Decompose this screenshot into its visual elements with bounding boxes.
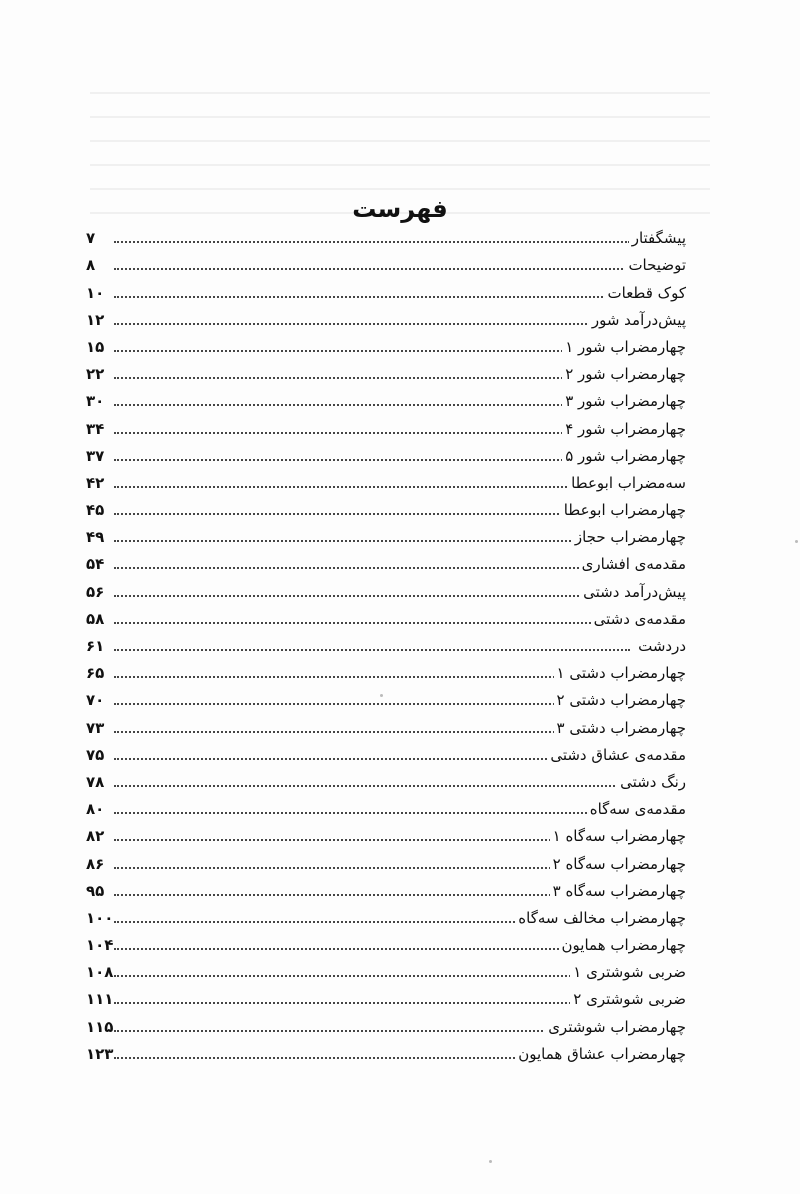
toc-entry-title: چهارمضراب شوشتری (545, 1018, 686, 1036)
toc-entry-title: پیش‌درآمد شور (589, 311, 686, 329)
toc-entry-title: ضربی شوشتری ۱ (570, 963, 686, 981)
dot-leader (114, 459, 630, 461)
dot-leader (114, 241, 630, 243)
toc-entry (86, 849, 686, 876)
dot-leader (114, 486, 630, 488)
dot-leader (114, 975, 630, 977)
dot-leader (114, 296, 630, 298)
page-title: فهرست (352, 195, 448, 224)
dot-leader (114, 948, 630, 950)
toc-entry-title: مقدمه‌ی عشاق دشتی (547, 746, 686, 764)
dot-leader (114, 812, 630, 814)
toc-entry-title: چهارمضراب همایون (559, 936, 686, 954)
toc-page-number: ۸۶ (86, 854, 105, 873)
toc-entry-title: چهارمضراب دشتی ۱ (554, 664, 686, 682)
toc-page-number: ۲۲ (86, 365, 105, 384)
toc-entry (86, 659, 686, 686)
paper-speck (795, 540, 798, 543)
toc-page-number: ۱۵ (86, 337, 105, 356)
toc-entry (86, 985, 686, 1012)
toc-entry-title: چهارمضراب دشتی ۳ (554, 719, 686, 737)
toc-entry (86, 278, 686, 305)
dot-leader (114, 595, 630, 597)
toc-page-number: ۵۴ (86, 555, 105, 574)
toc-entry-title: چهارمضراب سه‌گاه ۳ (550, 882, 686, 900)
toc-entry-title: مقدمه‌ی دشتی (591, 610, 686, 628)
toc-page-number: ۷۳ (86, 718, 105, 737)
toc-entry-title: چهارمضراب شور ۵ (562, 447, 686, 465)
toc-entry (86, 306, 686, 333)
toc-page-number: ۷۸ (86, 772, 105, 791)
toc-page-number: ۱۰۸ (86, 963, 114, 982)
toc-entry-title: چهارمضراب عشاق همایون (515, 1045, 686, 1063)
dot-leader (114, 540, 630, 542)
toc-entry (86, 877, 686, 904)
dot-leader (114, 1002, 630, 1004)
toc-entry-title: چهارمضراب حجاز (572, 528, 686, 546)
toc-entry-title: مقدمه‌ی سه‌گاه (587, 800, 686, 818)
toc-entry (86, 550, 686, 577)
table-of-contents (86, 224, 686, 1067)
toc-entry-title: چهارمضراب شور ۴ (562, 420, 686, 438)
toc-entry (86, 523, 686, 550)
toc-entry (86, 1040, 686, 1067)
toc-entry (86, 768, 686, 795)
dot-leader (114, 649, 630, 651)
toc-page-number: ۱۲۳ (86, 1044, 114, 1063)
dot-leader (114, 323, 630, 325)
toc-page-number: ۷ (86, 229, 96, 248)
toc-page-number: ۱۰۴ (86, 936, 114, 955)
toc-page-number: ۱۰ (86, 283, 105, 302)
toc-entry-title: چهارمضراب مخالف سه‌گاه (515, 909, 686, 927)
toc-entry (86, 387, 686, 414)
dot-leader (114, 350, 630, 352)
toc-entry-title: دردشت (635, 637, 686, 655)
toc-entry-title: چهارمضراب ابوعطا (561, 501, 686, 519)
toc-entry (86, 251, 686, 278)
toc-page-number: ۳۰ (86, 392, 105, 411)
toc-entry (86, 686, 686, 713)
toc-page-number: ۶۵ (86, 664, 105, 683)
toc-entry-title: کوک قطعات (605, 284, 687, 302)
toc-page-number: ۸۲ (86, 827, 105, 846)
toc-page-number: ۱۱۵ (86, 1017, 114, 1036)
paper-speck (489, 1160, 492, 1163)
toc-page-number: ۹۵ (86, 881, 105, 900)
dot-leader (114, 432, 630, 434)
dot-leader (114, 622, 630, 624)
toc-page-number: ۳۷ (86, 446, 105, 465)
toc-entry-title: چهارمضراب شور ۳ (562, 392, 686, 410)
dot-leader (114, 785, 630, 787)
toc-entry-title: توضیحات (625, 256, 686, 274)
toc-entry-title: پیش‌درآمد دشتی (580, 583, 686, 601)
dot-leader (114, 513, 630, 515)
toc-entry (86, 496, 686, 523)
toc-page-number: ۵۸ (86, 609, 105, 628)
toc-entry (86, 360, 686, 387)
toc-entry (86, 713, 686, 740)
toc-entry (86, 958, 686, 985)
toc-entry (86, 822, 686, 849)
toc-page-number: ۳۴ (86, 419, 105, 438)
paper-speck (380, 694, 383, 697)
toc-page-number: ۶۱ (86, 637, 105, 655)
toc-page-number: ۸۰ (86, 800, 105, 819)
toc-entry-title: چهارمضراب شور ۲ (562, 365, 686, 383)
toc-entry-title: ضربی شوشتری ۲ (570, 990, 686, 1008)
toc-page-number: ۴۲ (86, 473, 105, 492)
toc-entry-title: رنگ دشتی (617, 773, 686, 791)
toc-entry (86, 1012, 686, 1039)
toc-entry-title: چهارمضراب دشتی ۲ (554, 691, 686, 709)
toc-page-number: ۵۶ (86, 582, 105, 601)
toc-page-number: ۷۰ (86, 691, 105, 710)
toc-entry (86, 577, 686, 604)
toc-entry-title: مقدمه‌ی افشاری (579, 555, 686, 573)
toc-entry (86, 414, 686, 441)
toc-entry-title: چهارمضراب سه‌گاه ۲ (550, 855, 686, 873)
toc-entry (86, 333, 686, 360)
toc-page-number: ۷۵ (86, 745, 105, 764)
toc-entry (86, 442, 686, 469)
toc-entry (86, 795, 686, 822)
dot-leader (114, 567, 630, 569)
toc-page-number: ۱۲ (86, 310, 105, 329)
dot-leader (114, 404, 630, 406)
toc-page-number: ۱۰۰ (86, 908, 114, 927)
toc-entry-title: چهارمضراب شور ۱ (562, 338, 686, 356)
toc-entry (86, 931, 686, 958)
toc-entry (86, 469, 686, 496)
toc-entry-title: چهارمضراب سه‌گاه ۱ (550, 827, 686, 845)
toc-entry (86, 605, 686, 632)
dot-leader (114, 377, 630, 379)
toc-page-number: ۸ (86, 256, 96, 275)
toc-page-number: ۴۵ (86, 501, 105, 520)
toc-entry (86, 632, 686, 659)
toc-entry (86, 904, 686, 931)
toc-page-number: ۴۹ (86, 528, 105, 547)
toc-page-number: ۱۱۱ (86, 990, 114, 1009)
toc-entry-title: سه‌مضراب ابوعطا (568, 474, 686, 492)
toc-entry-title: پیشگفتار (629, 229, 686, 247)
dot-leader (114, 268, 630, 270)
toc-entry (86, 224, 686, 251)
toc-entry (86, 741, 686, 768)
